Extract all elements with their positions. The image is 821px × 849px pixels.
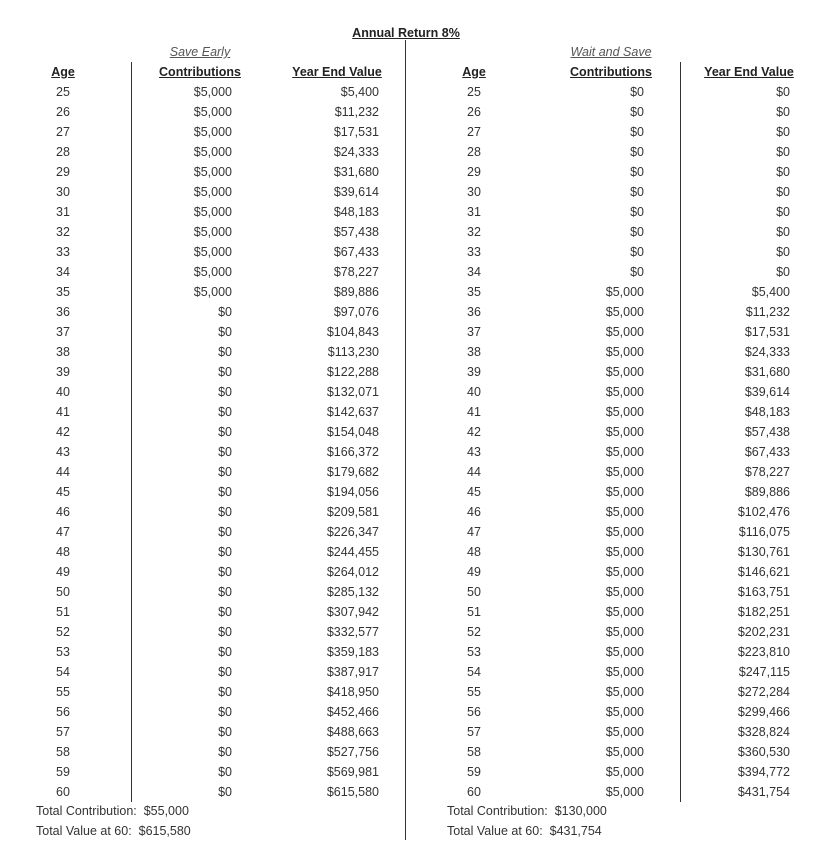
year-end-value-cell: $24,333 bbox=[333, 145, 379, 159]
year-end-value-cell: $0 bbox=[776, 165, 790, 179]
age-cell: 59 bbox=[56, 765, 70, 779]
year-end-value-cell: $179,682 bbox=[326, 465, 379, 479]
year-end-value-cell: $247,115 bbox=[738, 665, 790, 679]
age-cell: 51 bbox=[56, 605, 70, 619]
year-end-value-cell: $0 bbox=[776, 205, 790, 219]
age-cell: 41 bbox=[467, 405, 481, 419]
contribution-cell: $5,000 bbox=[605, 305, 644, 319]
year-end-value-cell: $97,076 bbox=[333, 305, 379, 319]
contribution-cell: $5,000 bbox=[605, 385, 644, 399]
contribution-cell: $0 bbox=[630, 265, 644, 279]
age-cell: 39 bbox=[467, 365, 481, 379]
contribution-cell: $0 bbox=[218, 625, 232, 639]
contribution-cell: $5,000 bbox=[605, 765, 644, 779]
contribution-cell: $5,000 bbox=[193, 265, 232, 279]
contribution-cell: $5,000 bbox=[605, 665, 644, 679]
year-end-value-cell: $569,981 bbox=[326, 765, 379, 779]
age-cell: 49 bbox=[467, 565, 481, 579]
contribution-cell: $5,000 bbox=[605, 685, 644, 699]
contribution-cell: $0 bbox=[218, 725, 232, 739]
year-end-value-cell: $11,232 bbox=[745, 305, 790, 319]
contribution-cell: $5,000 bbox=[193, 165, 232, 179]
contribution-cell: $5,000 bbox=[605, 725, 644, 739]
year-end-value-cell: $615,580 bbox=[326, 785, 379, 799]
year-end-value-cell: $113,230 bbox=[327, 345, 379, 359]
contribution-cell: $5,000 bbox=[605, 365, 644, 379]
contribution-cell: $5,000 bbox=[605, 325, 644, 339]
age-cell: 36 bbox=[467, 305, 481, 319]
right-total-contribution-label: Total Contribution: bbox=[447, 804, 548, 818]
year-end-value-cell: $130,761 bbox=[737, 545, 790, 559]
contribution-cell: $0 bbox=[218, 665, 232, 679]
year-end-value-cell: $122,288 bbox=[326, 365, 379, 379]
age-cell: 50 bbox=[467, 585, 481, 599]
contribution-cell: $5,000 bbox=[193, 225, 232, 239]
age-cell: 53 bbox=[467, 645, 481, 659]
age-cell: 60 bbox=[56, 785, 70, 799]
contribution-cell: $5,000 bbox=[193, 125, 232, 139]
contribution-cell: $5,000 bbox=[605, 545, 644, 559]
age-cell: 27 bbox=[56, 125, 70, 139]
age-cell: 31 bbox=[56, 205, 70, 219]
left-total-contribution-value: $55,000 bbox=[143, 804, 189, 818]
age-cell: 55 bbox=[56, 685, 70, 699]
age-cell: 32 bbox=[467, 225, 481, 239]
year-end-value-cell: $328,824 bbox=[737, 725, 790, 739]
left-value-header: Year End Value bbox=[292, 65, 382, 79]
age-cell: 56 bbox=[467, 705, 481, 719]
year-end-value-cell: $202,231 bbox=[737, 625, 790, 639]
contribution-cell: $0 bbox=[218, 365, 232, 379]
contribution-cell: $5,000 bbox=[605, 565, 644, 579]
year-end-value-cell: $166,372 bbox=[326, 445, 379, 459]
year-end-value-cell: $17,531 bbox=[744, 325, 790, 339]
contribution-cell: $5,000 bbox=[193, 205, 232, 219]
contribution-cell: $0 bbox=[218, 705, 232, 719]
age-cell: 47 bbox=[467, 525, 481, 539]
contribution-cell: $5,000 bbox=[193, 185, 232, 199]
contribution-cell: $0 bbox=[218, 465, 232, 479]
year-end-value-cell: $24,333 bbox=[744, 345, 790, 359]
left-contributions-header: Contributions bbox=[159, 65, 241, 79]
age-cell: 43 bbox=[56, 445, 70, 459]
age-cell: 34 bbox=[467, 265, 481, 279]
age-cell: 29 bbox=[467, 165, 481, 179]
age-cell: 27 bbox=[467, 125, 481, 139]
right-age-header: Age bbox=[462, 65, 486, 79]
year-end-value-cell: $360,530 bbox=[737, 745, 790, 759]
year-end-value-cell: $89,886 bbox=[333, 285, 379, 299]
age-cell: 42 bbox=[467, 425, 481, 439]
left-total-contribution bbox=[36, 804, 189, 818]
age-cell: 40 bbox=[56, 385, 70, 399]
age-cell: 58 bbox=[467, 745, 481, 759]
year-end-value-cell: $11,232 bbox=[334, 105, 379, 119]
year-end-value-cell: $527,756 bbox=[326, 745, 379, 759]
age-cell: 44 bbox=[56, 465, 70, 479]
contribution-cell: $0 bbox=[630, 245, 644, 259]
contribution-cell: $5,000 bbox=[193, 145, 232, 159]
year-end-value-cell: $67,433 bbox=[333, 245, 379, 259]
year-end-value-cell: $104,843 bbox=[326, 325, 379, 339]
year-end-value-cell: $244,455 bbox=[326, 545, 379, 559]
right-column-divider bbox=[680, 62, 681, 802]
year-end-value-cell: $78,227 bbox=[333, 265, 379, 279]
age-cell: 31 bbox=[467, 205, 481, 219]
contribution-cell: $0 bbox=[218, 445, 232, 459]
year-end-value-cell: $48,183 bbox=[744, 405, 790, 419]
age-cell: 28 bbox=[56, 145, 70, 159]
contribution-cell: $5,000 bbox=[193, 245, 232, 259]
contribution-cell: $0 bbox=[630, 105, 644, 119]
contribution-cell: $5,000 bbox=[605, 625, 644, 639]
age-cell: 38 bbox=[467, 345, 481, 359]
year-end-value-cell: $359,183 bbox=[326, 645, 379, 659]
age-cell: 55 bbox=[467, 685, 481, 699]
contribution-cell: $0 bbox=[218, 385, 232, 399]
age-cell: 50 bbox=[56, 585, 70, 599]
age-cell: 60 bbox=[467, 785, 481, 799]
age-cell: 36 bbox=[56, 305, 70, 319]
left-value-column bbox=[280, 84, 379, 804]
left-age-column bbox=[40, 84, 86, 804]
year-end-value-cell: $17,531 bbox=[333, 125, 379, 139]
year-end-value-cell: $39,614 bbox=[333, 185, 379, 199]
contribution-cell: $0 bbox=[218, 485, 232, 499]
age-cell: 57 bbox=[467, 725, 481, 739]
year-end-value-cell: $116,075 bbox=[738, 525, 790, 539]
contribution-cell: $0 bbox=[630, 85, 644, 99]
contribution-cell: $0 bbox=[218, 785, 232, 799]
right-subtitle: Wait and Save bbox=[570, 45, 652, 59]
contribution-cell: $5,000 bbox=[605, 425, 644, 439]
contribution-cell: $5,000 bbox=[605, 505, 644, 519]
left-subtitle: Save Early bbox=[169, 45, 231, 59]
age-cell: 54 bbox=[467, 665, 481, 679]
age-cell: 48 bbox=[56, 545, 70, 559]
year-end-value-cell: $39,614 bbox=[744, 385, 790, 399]
year-end-value-cell: $31,680 bbox=[333, 165, 379, 179]
year-end-value-cell: $299,466 bbox=[737, 705, 790, 719]
left-total-value bbox=[36, 824, 191, 838]
contribution-cell: $5,000 bbox=[193, 105, 232, 119]
age-cell: 54 bbox=[56, 665, 70, 679]
left-total-value-amount: $615,580 bbox=[138, 824, 191, 838]
year-end-value-cell: $5,400 bbox=[340, 85, 379, 99]
left-column-divider bbox=[131, 62, 132, 802]
contribution-cell: $5,000 bbox=[605, 585, 644, 599]
age-cell: 51 bbox=[467, 605, 481, 619]
center-divider bbox=[405, 40, 406, 840]
year-end-value-cell: $452,466 bbox=[326, 705, 379, 719]
right-total-contribution-value: $130,000 bbox=[554, 804, 607, 818]
year-end-value-cell: $48,183 bbox=[333, 205, 379, 219]
contribution-cell: $0 bbox=[630, 185, 644, 199]
contribution-cell: $0 bbox=[218, 765, 232, 779]
contribution-cell: $5,000 bbox=[605, 745, 644, 759]
left-contributions-column bbox=[150, 84, 232, 804]
left-total-contribution-label: Total Contribution: bbox=[36, 804, 137, 818]
age-cell: 46 bbox=[56, 505, 70, 519]
contribution-cell: $5,000 bbox=[605, 605, 644, 619]
year-end-value-cell: $89,886 bbox=[744, 485, 790, 499]
age-cell: 41 bbox=[56, 405, 70, 419]
age-cell: 59 bbox=[467, 765, 481, 779]
age-cell: 43 bbox=[467, 445, 481, 459]
year-end-value-cell: $0 bbox=[776, 265, 790, 279]
age-cell: 30 bbox=[56, 185, 70, 199]
age-cell: 25 bbox=[56, 85, 70, 99]
contribution-cell: $0 bbox=[218, 345, 232, 359]
year-end-value-cell: $142,637 bbox=[326, 405, 379, 419]
right-total-contribution bbox=[447, 804, 607, 818]
year-end-value-cell: $332,577 bbox=[326, 625, 379, 639]
age-cell: 45 bbox=[56, 485, 70, 499]
year-end-value-cell: $0 bbox=[776, 125, 790, 139]
year-end-value-cell: $132,071 bbox=[326, 385, 379, 399]
contribution-cell: $0 bbox=[218, 565, 232, 579]
age-cell: 33 bbox=[56, 245, 70, 259]
age-cell: 48 bbox=[467, 545, 481, 559]
age-cell: 29 bbox=[56, 165, 70, 179]
age-cell: 37 bbox=[467, 325, 481, 339]
contribution-cell: $0 bbox=[218, 685, 232, 699]
age-cell: 44 bbox=[467, 465, 481, 479]
contribution-cell: $0 bbox=[218, 505, 232, 519]
age-cell: 45 bbox=[467, 485, 481, 499]
contribution-cell: $5,000 bbox=[605, 345, 644, 359]
age-cell: 46 bbox=[467, 505, 481, 519]
age-cell: 35 bbox=[467, 285, 481, 299]
age-cell: 49 bbox=[56, 565, 70, 579]
year-end-value-cell: $102,476 bbox=[737, 505, 790, 519]
age-cell: 42 bbox=[56, 425, 70, 439]
age-cell: 38 bbox=[56, 345, 70, 359]
right-total-value bbox=[447, 824, 602, 838]
year-end-value-cell: $0 bbox=[776, 245, 790, 259]
contribution-cell: $5,000 bbox=[605, 285, 644, 299]
contribution-cell: $5,000 bbox=[605, 645, 644, 659]
contribution-cell: $5,000 bbox=[605, 445, 644, 459]
year-end-value-cell: $431,754 bbox=[737, 785, 790, 799]
age-cell: 32 bbox=[56, 225, 70, 239]
contribution-cell: $0 bbox=[630, 225, 644, 239]
year-end-value-cell: $67,433 bbox=[744, 445, 790, 459]
year-end-value-cell: $0 bbox=[776, 185, 790, 199]
year-end-value-cell: $394,772 bbox=[737, 765, 790, 779]
contribution-cell: $0 bbox=[218, 305, 232, 319]
age-cell: 52 bbox=[467, 625, 481, 639]
age-cell: 39 bbox=[56, 365, 70, 379]
age-cell: 30 bbox=[467, 185, 481, 199]
right-value-column bbox=[690, 84, 790, 804]
year-end-value-cell: $0 bbox=[776, 85, 790, 99]
year-end-value-cell: $57,438 bbox=[333, 225, 379, 239]
age-cell: 40 bbox=[467, 385, 481, 399]
year-end-value-cell: $285,132 bbox=[326, 585, 379, 599]
contribution-cell: $5,000 bbox=[193, 285, 232, 299]
year-end-value-cell: $307,942 bbox=[326, 605, 379, 619]
contribution-cell: $0 bbox=[218, 405, 232, 419]
contribution-cell: $0 bbox=[630, 205, 644, 219]
right-total-value-label: Total Value at 60: bbox=[447, 824, 543, 838]
left-total-value-label: Total Value at 60: bbox=[36, 824, 132, 838]
age-cell: 28 bbox=[467, 145, 481, 159]
contribution-cell: $5,000 bbox=[605, 785, 644, 799]
year-end-value-cell: $418,950 bbox=[326, 685, 379, 699]
contribution-cell: $0 bbox=[630, 165, 644, 179]
contribution-cell: $5,000 bbox=[605, 485, 644, 499]
right-total-value-amount: $431,754 bbox=[549, 824, 602, 838]
year-end-value-cell: $272,284 bbox=[737, 685, 790, 699]
contribution-cell: $0 bbox=[218, 645, 232, 659]
page-title: Annual Return 8% bbox=[352, 26, 460, 40]
right-contributions-column bbox=[560, 84, 644, 804]
year-end-value-cell: $264,012 bbox=[326, 565, 379, 579]
contribution-cell: $5,000 bbox=[605, 525, 644, 539]
year-end-value-cell: $5,400 bbox=[751, 285, 790, 299]
contribution-cell: $0 bbox=[218, 545, 232, 559]
age-cell: 33 bbox=[467, 245, 481, 259]
age-cell: 26 bbox=[467, 105, 481, 119]
age-cell: 25 bbox=[467, 85, 481, 99]
year-end-value-cell: $387,917 bbox=[326, 665, 379, 679]
year-end-value-cell: $194,056 bbox=[326, 485, 379, 499]
year-end-value-cell: $488,663 bbox=[326, 725, 379, 739]
contribution-cell: $5,000 bbox=[605, 705, 644, 719]
right-value-header: Year End Value bbox=[704, 65, 794, 79]
contribution-cell: $5,000 bbox=[605, 465, 644, 479]
contribution-cell: $0 bbox=[218, 745, 232, 759]
age-cell: 34 bbox=[56, 265, 70, 279]
year-end-value-cell: $163,751 bbox=[737, 585, 790, 599]
contribution-cell: $0 bbox=[218, 325, 232, 339]
year-end-value-cell: $209,581 bbox=[326, 505, 379, 519]
contribution-cell: $0 bbox=[218, 585, 232, 599]
age-cell: 53 bbox=[56, 645, 70, 659]
right-age-column bbox=[451, 84, 497, 804]
year-end-value-cell: $78,227 bbox=[744, 465, 790, 479]
year-end-value-cell: $0 bbox=[776, 225, 790, 239]
year-end-value-cell: $223,810 bbox=[737, 645, 790, 659]
contribution-cell: $0 bbox=[630, 125, 644, 139]
contribution-cell: $5,000 bbox=[605, 405, 644, 419]
contribution-cell: $0 bbox=[218, 425, 232, 439]
age-cell: 26 bbox=[56, 105, 70, 119]
year-end-value-cell: $31,680 bbox=[744, 365, 790, 379]
age-cell: 58 bbox=[56, 745, 70, 759]
year-end-value-cell: $0 bbox=[776, 105, 790, 119]
contribution-cell: $5,000 bbox=[193, 85, 232, 99]
contribution-cell: $0 bbox=[218, 525, 232, 539]
contribution-cell: $0 bbox=[218, 605, 232, 619]
year-end-value-cell: $146,621 bbox=[737, 565, 790, 579]
left-age-header: Age bbox=[51, 65, 75, 79]
age-cell: 56 bbox=[56, 705, 70, 719]
year-end-value-cell: $182,251 bbox=[737, 605, 790, 619]
age-cell: 57 bbox=[56, 725, 70, 739]
contribution-cell: $0 bbox=[630, 145, 644, 159]
year-end-value-cell: $226,347 bbox=[326, 525, 379, 539]
age-cell: 35 bbox=[56, 285, 70, 299]
year-end-value-cell: $154,048 bbox=[326, 425, 379, 439]
right-contributions-header: Contributions bbox=[570, 65, 652, 79]
year-end-value-cell: $0 bbox=[776, 145, 790, 159]
age-cell: 47 bbox=[56, 525, 70, 539]
age-cell: 52 bbox=[56, 625, 70, 639]
year-end-value-cell: $57,438 bbox=[744, 425, 790, 439]
age-cell: 37 bbox=[56, 325, 70, 339]
